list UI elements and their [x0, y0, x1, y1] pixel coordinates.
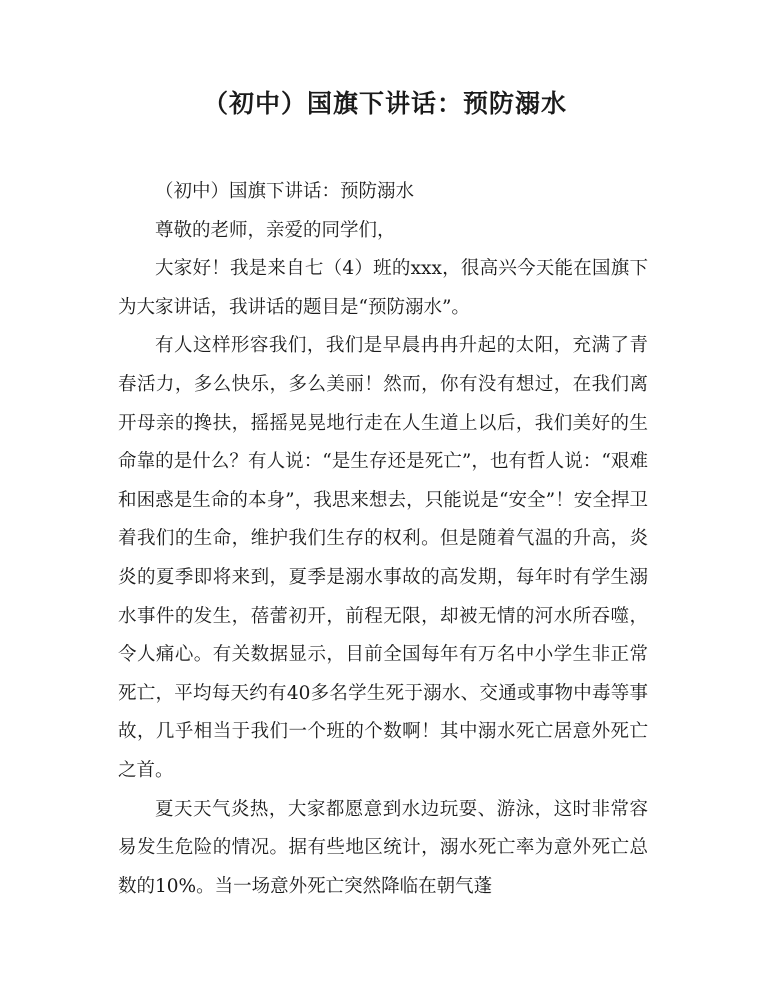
- paragraph-intro: 大家好！我是来自七（4）班的xxx，很高兴今天能在国旗下为大家讲话，我讲话的题目是“预防溺水”。: [118, 258, 648, 318]
- document-body: [118, 173, 648, 906]
- paragraph-subtitle: （初中）国旗下讲话：预防溺水: [155, 181, 415, 202]
- paragraph-greeting: 尊敬的老师，亲爱的同学们，: [155, 219, 396, 241]
- document-title: （初中）国旗下讲话：预防溺水: [202, 89, 567, 118]
- paragraph-summer: 夏天天气炎热，大家都愿意到水边玩耍、游泳，这时非常容易发生危险的情况。据有些地区统计，溺水死亡率为意外死亡总数的10%。当一场意外死亡突然降临在朝气蓬: [118, 798, 648, 897]
- paragraph-main: 有人这样形容我们，我们是早晨冉冉升起的太阳，充满了青春活力，多么快乐，多么美丽！然而，你有没有想过，在我们离开母亲的搀扶，摇摇晃晃地行走在人生道上以后，我们美好的生命靠的是什么？有人说：“是生存还是死亡”，也有哲人说：“艰难和困惑是生命的本身”，我思来想去，只能说是“安全”！安全捍卫着我们的生命，维护我们生存的权利。但是随着气温的升高，炎炎的夏季即将来到，夏季是溺水事故的高发期，每年时有学生溺水事件的发生，蓓蕾初开，前程无限，却被无情的河水所吞噬，令人痛心。有关数据显示，目前全国每年有万名中小学生非正常死亡，平均每天约有40多名学生死于溺水、交通或事物中毒等事故，几乎相当于我们一个班的个数啊！其中溺水死亡居意外死亡之首。: [118, 335, 648, 781]
